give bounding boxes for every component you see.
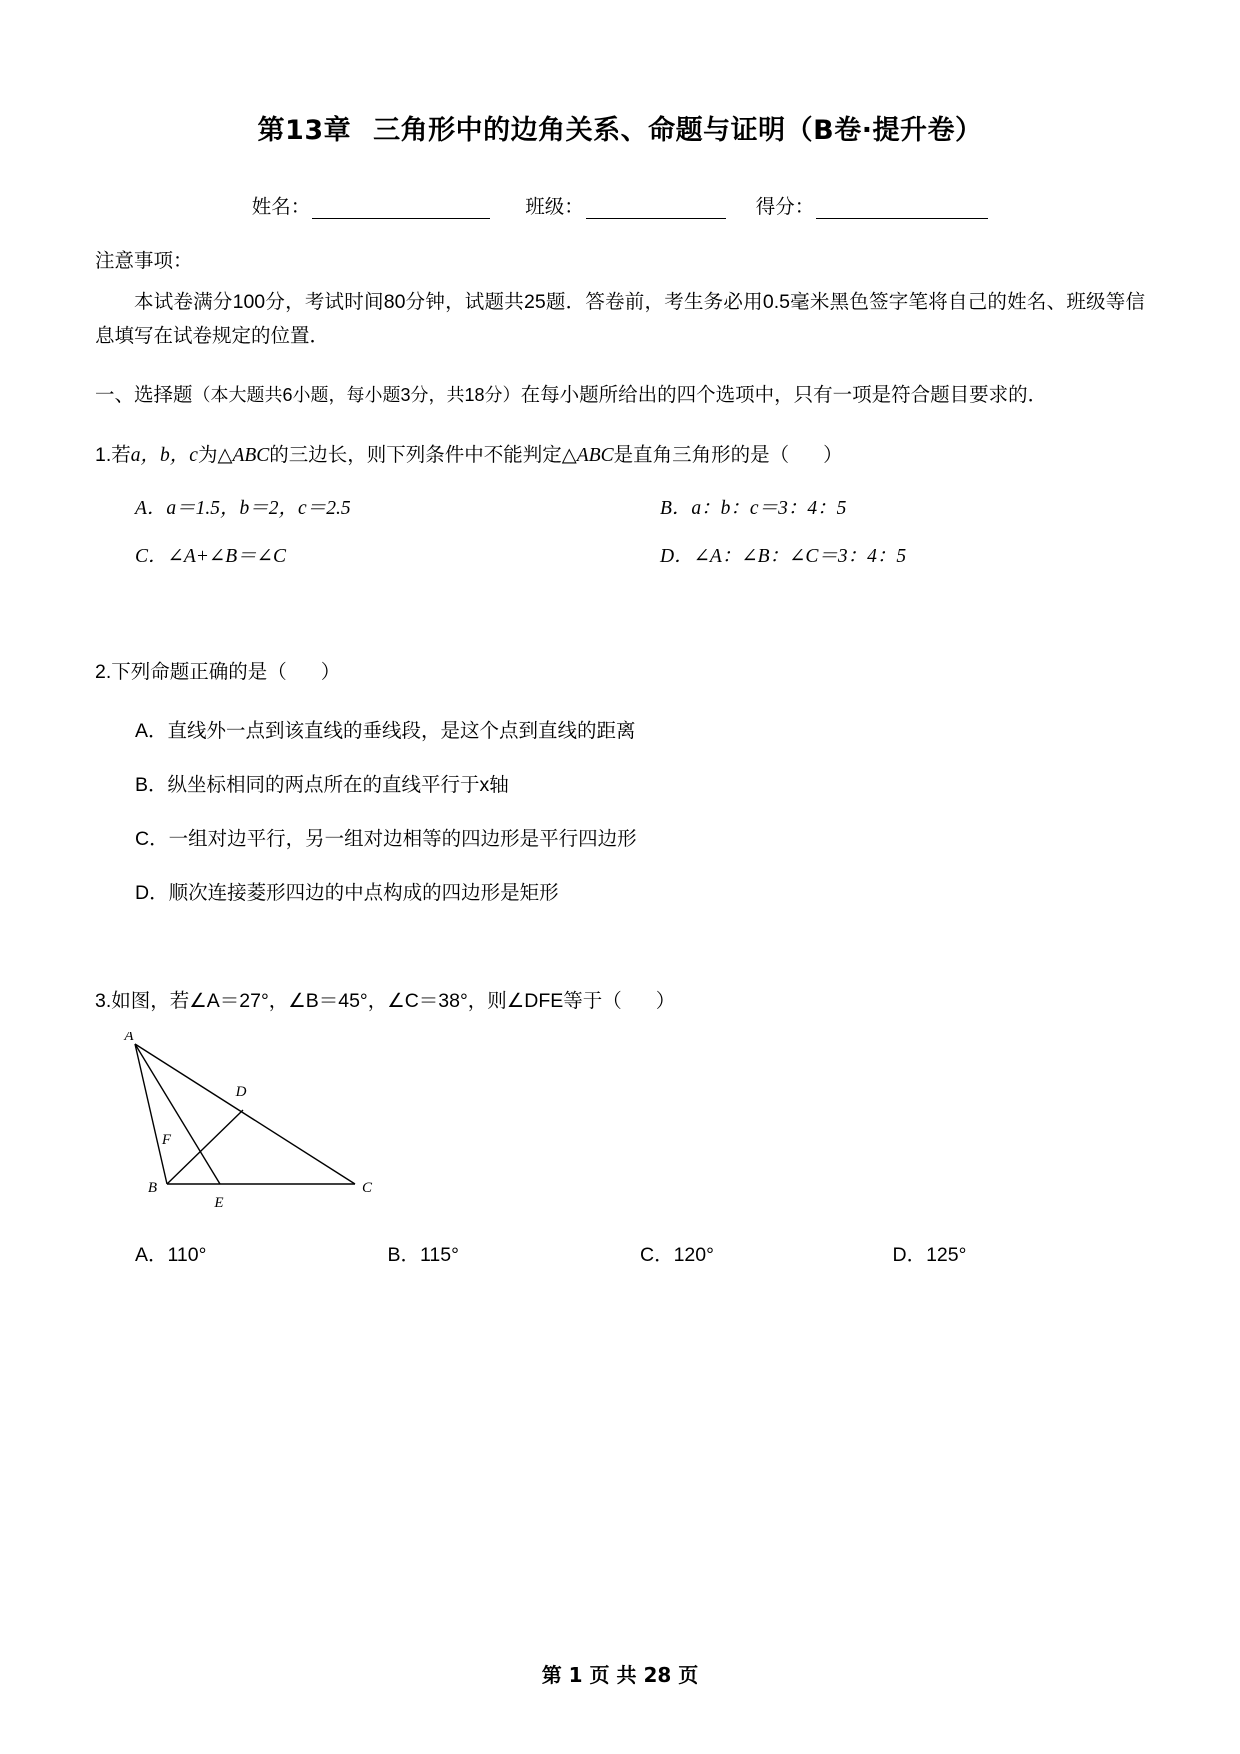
score-label: 得分： [755,196,815,218]
q1-option-a[interactable]: A．a＝1.5，b＝2，c＝2.5 [135,497,351,519]
question-1-options-row-2 [95,540,1145,568]
section-meta: （本大题共6小题，每小题3分，共18分） [192,385,521,406]
q3-option-b[interactable]: B．115° [387,1244,459,1267]
q3-option-a[interactable]: A．110° [135,1244,207,1267]
q1-paren-open: （ [769,443,790,466]
question-3-options [95,1239,1145,1267]
q1-option-d[interactable]: D．∠A：∠B：∠C＝3：4：5 [660,545,907,567]
q3-number: 3. [95,989,112,1012]
student-info-line [95,191,1145,219]
q1-triangle-2: △ABC [561,444,614,466]
section-instruction: 在每小题所给出的四个选项中，只有一项是符合题目要求的． [520,384,1048,407]
page-footer: 第 1 页 共 28 页 [541,1663,699,1687]
figure-label-C: C [361,1180,373,1197]
q3-option-d[interactable]: D．125° [892,1244,967,1267]
class-label: 班级： [525,196,584,218]
q2-option-a[interactable]: A．直线外一点到该直线的垂线段，是这个点到直线的距离 [135,719,636,742]
figure-label-D: D [235,1084,247,1101]
q1-stem-c: 的三边长，则下列条件中不能判定 [269,443,562,466]
notice-heading: 注意事项： [95,250,193,272]
q1-vars: a，b，c [130,444,198,466]
score-blank[interactable] [816,198,988,219]
q1-stem-b: 为 [197,443,218,466]
question-2 [95,656,1145,689]
figure-label-B: B [147,1180,157,1197]
question-1-options-row-1 [95,492,1145,520]
segment-BD [167,1110,243,1184]
q3-paren-open: （ [602,989,622,1012]
q3-option-c[interactable]: C．120° [640,1244,714,1267]
q1-option-b[interactable]: B．a：b：c＝3：4：5 [660,497,847,519]
title-name: 三角形中的边角关系、命题与证明（B卷·提升卷） [373,115,983,146]
name-field[interactable] [252,191,491,219]
q3-stem: 如图，若∠A＝27°，∠B＝45°，∠C＝38°，则∠DFE等于 [111,989,603,1012]
segment-AB [135,1044,167,1184]
notice-body: 本试卷满分100分，考试时间80分钟，试题共25题．答卷前，考生务必用0.5毫米黑色签字笔将自己的姓名、班级等信息填写在试卷规定的位置． [95,291,1145,347]
name-label: 姓名： [251,196,311,218]
section-label: 一、选择题 [95,384,193,407]
figure-label-A: A [124,1032,134,1045]
section-heading [95,379,1145,413]
question-3 [95,985,1145,1018]
q2-option-b[interactable]: B．纵坐标相同的两点所在的直线平行于x轴 [135,773,509,796]
class-field[interactable] [525,191,726,219]
class-blank[interactable] [586,198,726,219]
q2-stem: 下列命题正确的是 [111,660,268,683]
triangle-diagram [115,1032,405,1212]
q1-stem-a: 若 [111,443,131,466]
q1-paren-close: ） [823,443,843,466]
q2-option-d[interactable]: D．顺次连接菱形四边的中点构成的四边形是矩形 [135,881,559,904]
q1-triangle-1: △ABC [217,444,270,466]
segment-AE [135,1044,220,1184]
q2-paren-open: （ [267,660,287,683]
q1-stem-d: 是直角三角形的是 [613,443,770,466]
score-field[interactable] [756,191,989,219]
figure-label-E: E [214,1195,224,1212]
page-title [95,0,1145,147]
name-blank[interactable] [312,198,490,219]
q2-paren-close: ） [320,660,341,683]
q1-option-c[interactable]: C．∠A+∠B＝∠C [135,545,287,567]
segment-AC [135,1044,355,1184]
title-chapter: 第13章 [257,115,352,146]
q2-number: 2. [95,660,112,683]
question-1 [95,439,1145,472]
q3-paren-close: ） [655,989,676,1012]
q2-option-c[interactable]: C．一组对边平行，另一组对边相等的四边形是平行四边形 [135,827,637,850]
question-3-figure [95,1032,1145,1217]
figure-label-F: F [161,1132,171,1149]
q1-number: 1. [95,443,112,466]
